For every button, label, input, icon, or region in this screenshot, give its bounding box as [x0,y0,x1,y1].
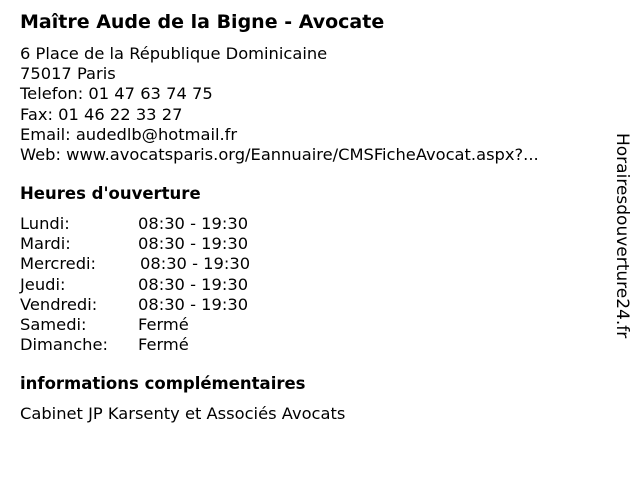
time-value: 08:30 - 19:30 [138,234,249,254]
time-value: 08:30 - 19:30 [140,254,251,274]
time-value: 08:30 - 19:30 [138,214,249,233]
day-label: Lundi: [20,214,70,233]
additional-info-heading: informations complémentaires [20,374,306,393]
day-label: Mercredi: [20,254,97,274]
day-label: Mardi: [20,234,71,254]
fax-number: Fax: 01 46 22 33 27 [20,104,183,124]
day-label: Samedi: [20,314,87,334]
time-value: Fermé [138,314,189,334]
additional-info-text: Cabinet JP Karsenty et Associés Avocats [20,404,346,423]
site-watermark: Horairesdouverture24.fr [612,133,632,339]
day-label: Vendredi: [20,294,98,314]
page-title: Maître Aude de la Bigne - Avocate [20,11,385,33]
address-line-1: 6 Place de la République Dominicaine [20,44,328,63]
time-value: 08:30 - 19:30 [138,274,249,294]
day-label: Jeudi: [20,274,66,294]
phone-number: Telefon: 01 47 63 74 75 [20,84,213,104]
time-value: Fermé [138,335,189,355]
time-value: 08:30 - 19:30 [138,294,249,314]
day-label: Dimanche: [20,335,108,355]
contact-block [20,44,539,165]
opening-hours-heading: Heures d'ouverture [20,184,201,203]
email-address: Email: audedlb@hotmail.fr [20,124,238,144]
address-line-2: 75017 Paris [20,64,116,84]
website-url: Web: www.avocatsparis.org/Eannuaire/CMSFicheAvocat.aspx?... [20,144,539,164]
